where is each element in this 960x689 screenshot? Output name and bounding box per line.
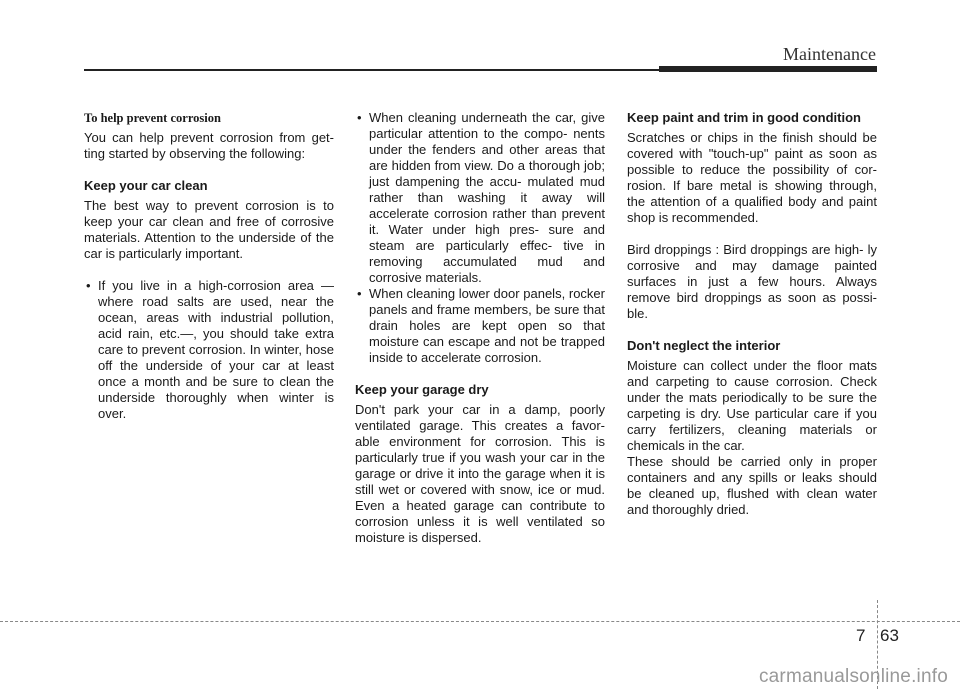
bullet-icon: •	[86, 278, 91, 293]
list-item-text: When cleaning lower door panels, rocker panels and frame members, be sure that drain holes are kept open so that moisture can escape and not be trapped inside to accelerate corrosion.	[369, 286, 605, 365]
intro-paragraph: You can help prevent corrosion from get- ting started by observing the following:	[84, 130, 334, 161]
list-item-text: If you live in a high-corrosion area — where road salts are used, near the ocean, areas with industrial pollution, acid rain, etc.—, you should take extra care to prevent corrosion. In winter, hose off the underside of your car at least once a month and be sure to clean the underside thoroughly when winter is over.	[98, 278, 334, 421]
subheading-interior: Don't neglect the interior	[627, 338, 781, 353]
header-bar	[659, 66, 877, 72]
bullet-icon: •	[357, 110, 362, 125]
footer-rule	[0, 621, 960, 622]
subheading-garage: Keep your garage dry	[355, 382, 489, 397]
section-title: To help prevent corrosion	[84, 111, 221, 125]
column-3	[627, 110, 877, 518]
bullet-icon: •	[357, 286, 362, 301]
page-header-title: Maintenance	[783, 44, 876, 64]
list-item	[355, 110, 605, 286]
column-1	[84, 110, 334, 422]
garage-paragraph: Don't park your car in a damp, poorly ventilated garage. This creates a favor- able environment for corrosion. This is particularly true if you wash your car in the garage or drive it into the garage when it is still wet or covered with snow, ice or mud. Even a heated garage can contribute to corrosion unless it is well ventilated so moisture is dispersed.	[355, 402, 605, 545]
interior-paragraph-2: These should be carried only in proper containers and any spills or leaks should be cleaned up, flushed with clean water and thoroughly dried.	[627, 454, 877, 517]
interior-paragraph: Moisture can collect under the floor mats and carpeting to cause corrosion. Check under the mats periodically to be sure the carpeting is dry. Use particular care if you carry fertilizers, cleaning materials or chemicals in the car.	[627, 358, 877, 453]
list-item	[355, 286, 605, 366]
subheading-paint: Keep paint and trim in good condition	[627, 110, 861, 125]
column-2	[355, 110, 605, 546]
page-number: 63	[880, 626, 899, 645]
bird-droppings-paragraph: Bird droppings : Bird droppings are high- ly corrosive and may damage painted surfaces in just a few hours. Always remove bird droppings as soon as possi- ble.	[627, 242, 877, 321]
paint-paragraph: Scratches or chips in the finish should be covered with "touch-up" paint as soon as possible to reduce the possibility of cor- rosion. If bare metal is showing through, the attention of a qualified body and paint shop is recommended.	[627, 130, 877, 225]
list-item-text: When cleaning underneath the car, give particular attention to the compo- nents under the fenders and other areas that are hidden from view. Do a thorough job; just dampening the accu- mulated mud rather than washing it away will accelerate corrosion rather than prevent it. Water under high pres- sure and steam are particularly effec- tive in removing accumulated mud and corrosive materials.	[369, 110, 605, 285]
chapter-number: 7	[856, 626, 866, 645]
header-rule	[84, 69, 659, 71]
subheading-keep-clean: Keep your car clean	[84, 178, 208, 193]
watermark: carmanualsonline.info	[758, 666, 948, 687]
keep-clean-paragraph: The best way to prevent corrosion is to keep your car clean and free of corrosive materials. Attention to the underside of the car is particularly important.	[84, 198, 334, 261]
list-item	[84, 278, 334, 422]
